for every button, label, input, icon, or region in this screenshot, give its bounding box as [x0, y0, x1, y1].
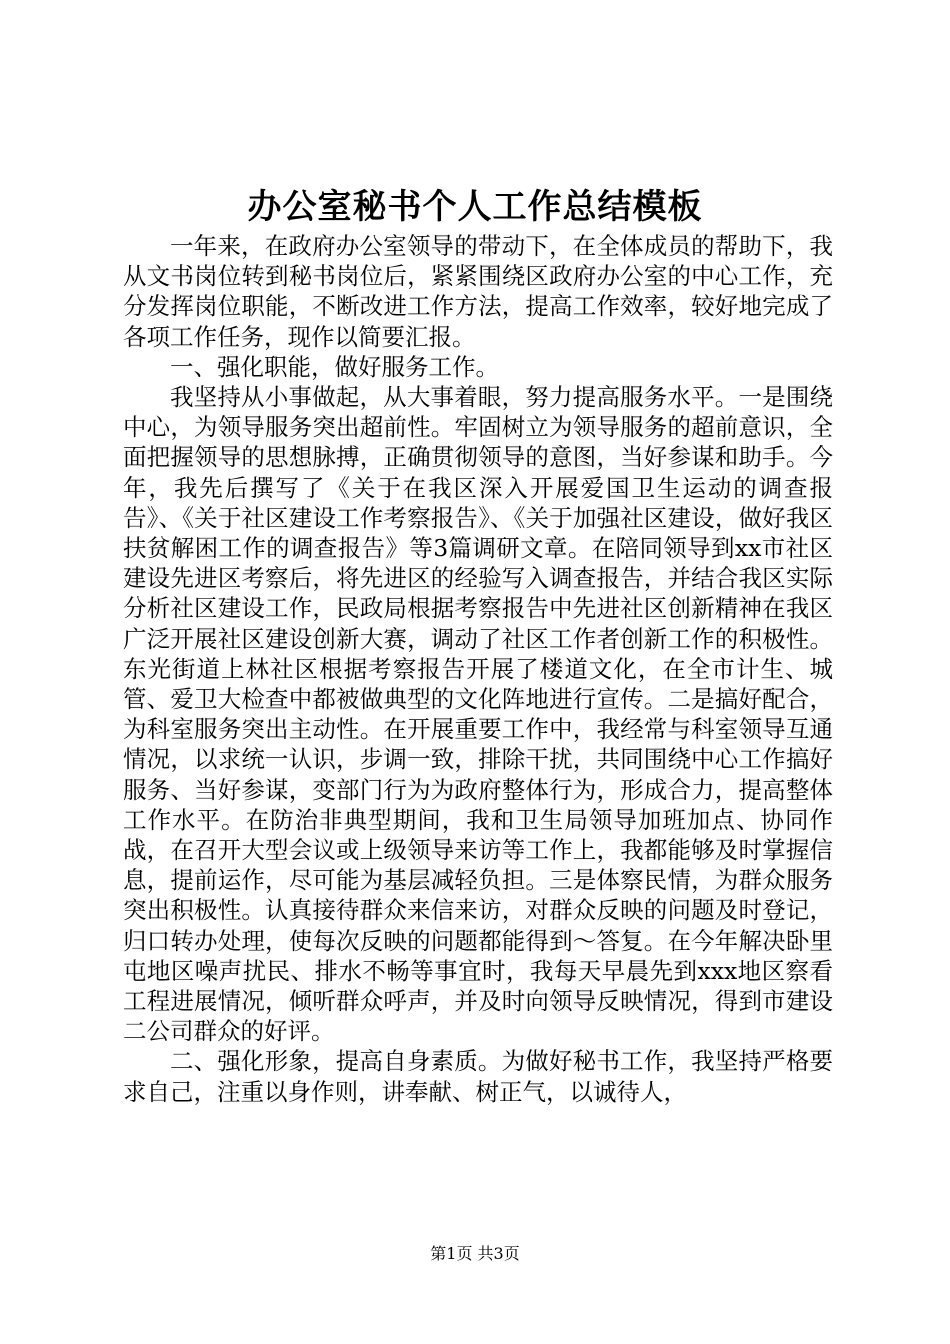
page-footer: 第1页 共3页	[430, 1244, 520, 1263]
document-title: 办公室秘书个人工作总结模板	[247, 187, 703, 227]
document-body	[123, 231, 833, 1107]
paragraph-section-1: 我坚持从小事做起，从大事着眼，努力提高服务水平。一是围绕中心，为领导服务突出超前性。牢固树立为领导服务的超前意识，全面把握领导的思想脉搏，正确贯彻领导的意图，当好参谋和助手。今年，我先后撰写了《关于在我区深入开展爱国卫生运动的调查报告》、《关于社区建设工作考察报告》、《关于加强社区建设，做好我区扶贫解困工作的调查报告》等3篇调研文章。在陪同领导到xx市社区建设先进区考察后，将先进区的经验写入调查报告，并结合我区实际分析社区建设工作，民政局根据考察报告中先进社区创新精神在我区广泛开展社区建设创新大赛，调动了社区工作者创新工作的积极性。东光街道上林社区根据考察报告开展了楼道文化，在全市计生、城管、爱卫大检查中都被做典型的文化阵地进行宣传。二是搞好配合，为科室服务突出主动性。在开展重要工作中，我经常与科室领导互通情况，以求统一认识，步调一致，排除干扰，共同围绕中心工作搞好服务、当好参谋，变部门行为为政府整体行为，形成合力，提高整体工作水平。在防治非典型期间，我和卫生局领导加班加点、协同作战，在召开大型会议或上级领导来访等工作上，我都能够及时掌握信息，提前运作，尽可能为基层减轻负担。三是体察民情，为群众服务突出积极性。认真接待群众来信来访，对群众反映的问题及时登记，归口转办处理，使每次反映的问题都能得到～答复。在今年解决卧里屯地区噪声扰民、排水不畅等事宜时，我每天早晨先到xxx地区察看工程进展情况，倾听群众呼声，并及时向领导反映情况，得到市建设二公司群众的好评。	[123, 383, 833, 1046]
paragraph-section-2: 二、强化形象，提高自身素质。为做好秘书工作，我坚持严格要求自己，注重以身作则，讲奉献、树正气，以诚待人，	[123, 1047, 833, 1106]
paragraph-intro: 一年来，在政府办公室领导的带动下，在全体成员的帮助下，我从文书岗位转到秘书岗位后，紧紧围绕区政府办公室的中心工作，充分发挥岗位职能，不断改进工作方法，提高工作效率，较好地完成了各项工作任务，现作以简要汇报。	[123, 232, 833, 351]
section-heading-1: 一、强化职能，做好服务工作。	[170, 352, 499, 381]
